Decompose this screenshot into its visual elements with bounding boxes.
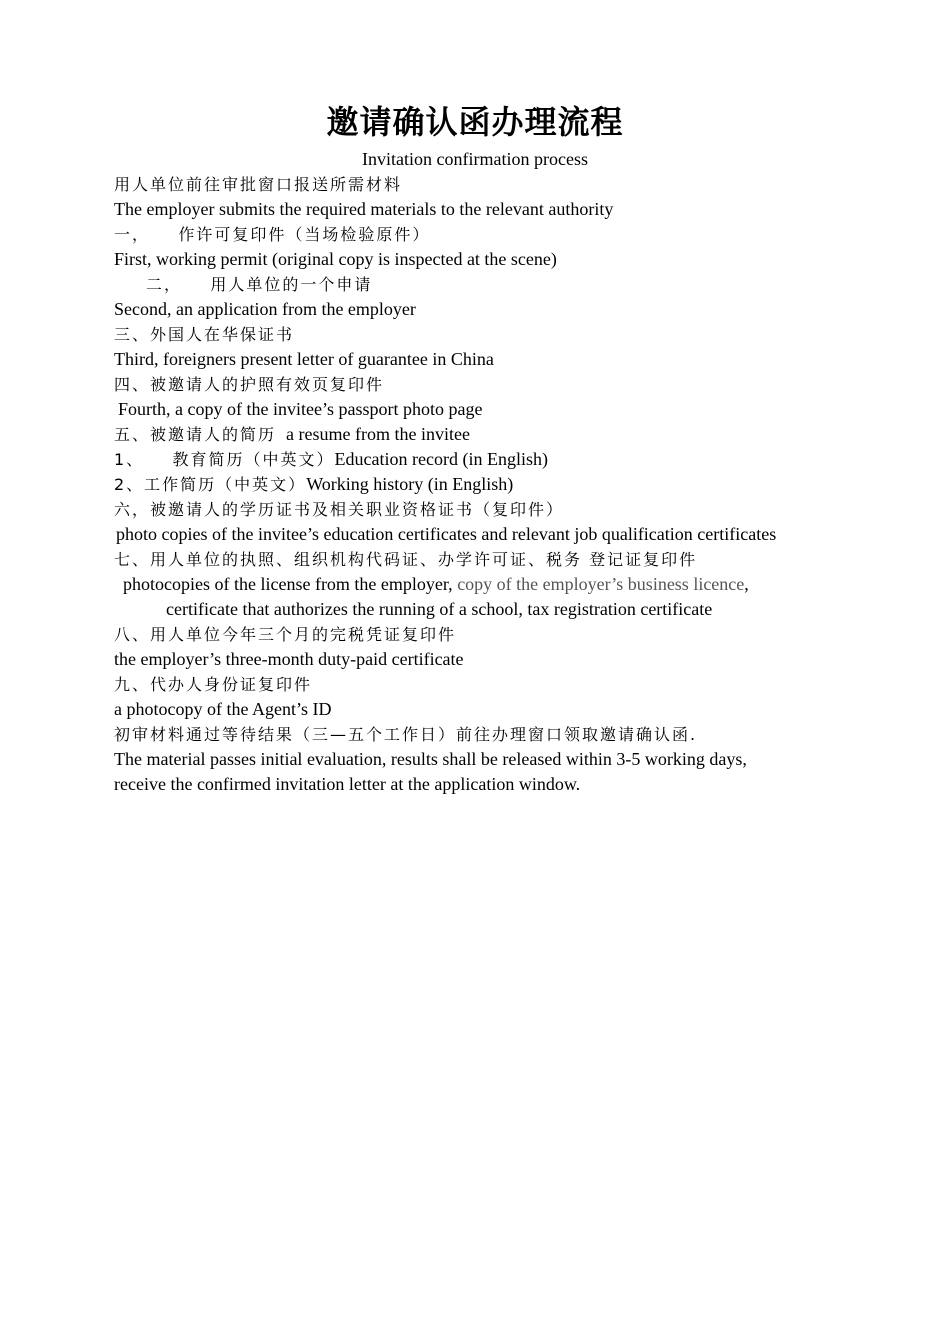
outro-zh: 初审材料通过等待结果（三—五个工作日）前往办理窗口领取邀请确认函. [114, 725, 698, 744]
item-6-zh: 六，被邀请人的学历证书及相关职业资格证书（复印件） [114, 500, 565, 519]
item-1-zh: 一， 作许可复印件（当场检验原件） [114, 225, 431, 244]
item-2-zh: 二， 用人单位的一个申请 [146, 275, 373, 294]
page-title: 邀请确认函办理流程 [326, 103, 624, 141]
item-4-en: Fourth, a copy of the invitee’s passport photo page [118, 399, 483, 419]
item-5-line [114, 422, 470, 447]
page-subtitle: Invitation confirmation process [362, 149, 588, 169]
item-7-zh: 七、用人单位的执照、组织机构代码证、办学许可证、税务 登记证复印件 [114, 550, 698, 569]
item-6-en: photo copies of the invitee’s education certificates and relevant job qualification certificates [116, 524, 777, 544]
item-5-1-line [114, 447, 548, 472]
item-8-zh: 八、用人单位今年三个月的完税凭证复印件 [114, 625, 457, 644]
item-5-zh: 五、被邀请人的简历 [114, 425, 277, 444]
item-5-2-en: Working history (in English) [306, 474, 514, 494]
item-7-en-part1: photocopies of the license from the employer, [123, 574, 453, 594]
item-3-zh: 三、外国人在华保证书 [114, 325, 295, 344]
item-1-en: First, working permit (original copy is inspected at the scene) [114, 249, 557, 269]
item-8-en: the employer’s three-month duty-paid certificate [114, 649, 464, 669]
item-4-zh: 四、被邀请人的护照有效页复印件 [114, 375, 385, 394]
item-5-1-zh: 1、 教育简历（中英文） [114, 450, 335, 469]
outro-en-line2: receive the confirmed invitation letter at the application window. [114, 774, 581, 794]
item-5-2-line [114, 472, 513, 497]
item-9-en: a photocopy of the Agent’s ID [114, 699, 332, 719]
item-5-2-zh: 2、工作简历（中英文） [114, 475, 307, 494]
item-7-en-line2: certificate that authorizes the running of a school, tax registration certificate [166, 599, 713, 619]
item-9-zh: 九、代办人身份证复印件 [114, 675, 313, 694]
item-2-en: Second, an application from the employer [114, 299, 416, 319]
outro-en-line1: The material passes initial evaluation, results shall be released within 3-5 working days, [114, 749, 747, 769]
intro-en: The employer submits the required materials to the relevant authority [114, 199, 614, 219]
item-7-en-part3: , [744, 574, 749, 594]
item-3-en: Third, foreigners present letter of guarantee in China [114, 349, 494, 369]
item-7-en-part2: copy of the employer’s business licence [457, 574, 745, 594]
intro-zh: 用人单位前往审批窗口报送所需材料 [114, 175, 403, 194]
item-7-en-line1 [123, 572, 749, 597]
item-5-1-en: Education record (in English) [334, 449, 548, 469]
item-5-en: a resume from the invitee [286, 424, 470, 444]
